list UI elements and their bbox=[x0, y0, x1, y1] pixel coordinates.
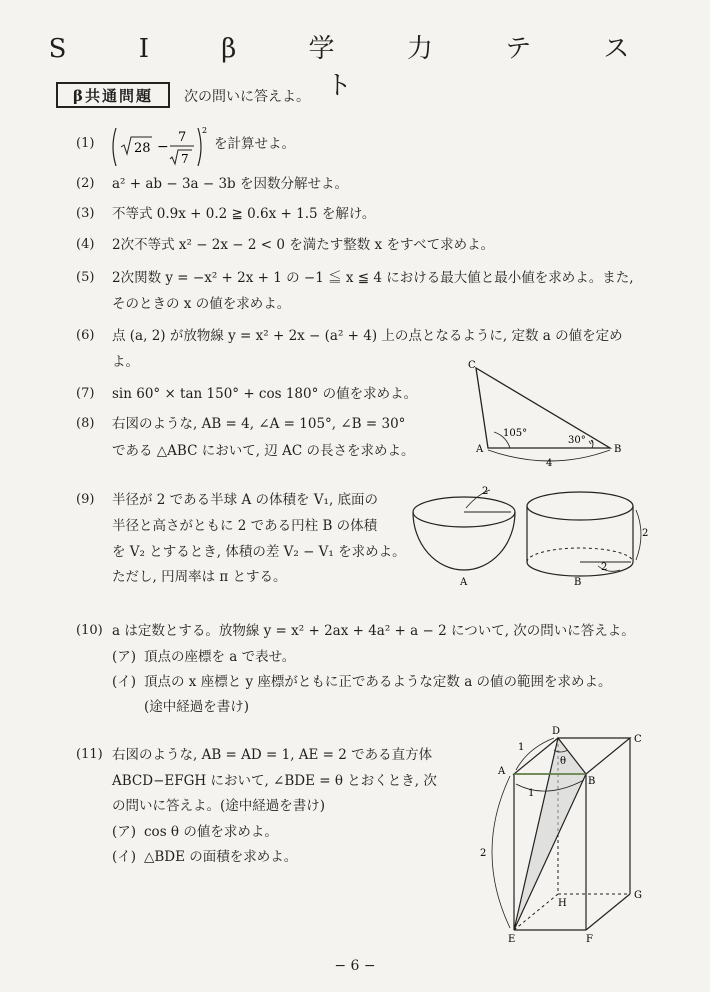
q9-line1: 半径が 2 である半球 A の体積を V₁, 底面の bbox=[112, 492, 379, 508]
q3-text: 不等式 0.9x + 0.2 ≧ 0.6x + 1.5 を解け。 bbox=[112, 206, 376, 222]
side-ab-label: 4 bbox=[546, 458, 553, 469]
q7-text: sin 60° × tan 150° + cos 180° の値を求めよ。 bbox=[112, 386, 418, 402]
triangle-figure bbox=[470, 356, 640, 472]
q1-text: を計算せよ。 bbox=[214, 136, 295, 152]
q11-number: (11) bbox=[76, 747, 103, 762]
page-title: S I β 学 力 テ ス ト bbox=[48, 34, 662, 101]
q6-number: (6) bbox=[76, 328, 95, 343]
hemisphere-radius-label: 2 bbox=[482, 486, 489, 497]
q10-sub-b-note: (途中経過を書け) bbox=[144, 699, 250, 715]
q7-number: (7) bbox=[76, 386, 95, 401]
q10-sub-b-text: 頂点の x 座標と y 座標がともに正であるような定数 a の値の範囲を求めよ。 bbox=[144, 674, 612, 690]
q11-sub-b-text: △BDE の面積を求めよ。 bbox=[144, 849, 298, 865]
page-number: − 6 − bbox=[334, 958, 376, 974]
ae-length-label: 2 bbox=[480, 848, 487, 859]
svg-text:7: 7 bbox=[181, 152, 189, 166]
triangle-label-c: C bbox=[468, 360, 476, 371]
q11-sub-b-number: (イ) bbox=[112, 849, 137, 865]
q5-line1: 2次関数 y = −x² + 2x + 1 の −1 ≦ x ≦ 4 における最大値と最小値を求めよ。また, bbox=[112, 270, 634, 286]
q9-number: (9) bbox=[76, 492, 95, 507]
q11-line2: ABCD−EFGH において, ∠BDE = θ とおくとき, 次 bbox=[112, 773, 437, 789]
q11-line3: の問いに答えよ。(途中経過を書け) bbox=[112, 798, 326, 814]
hemisphere-label: A bbox=[460, 577, 468, 588]
q10-sub-a-number: (ア) bbox=[112, 649, 137, 665]
vertex-c: C bbox=[634, 734, 642, 745]
q9-line4: ただし, 円周率は π とする。 bbox=[112, 569, 287, 585]
angle-a-label: 105° bbox=[503, 428, 528, 439]
cuboid-figure bbox=[474, 724, 660, 946]
svg-text:2: 2 bbox=[202, 126, 208, 135]
q9-line3: を V₂ とするとき, 体積の差 V₂ − V₁ を求めよ。 bbox=[112, 544, 406, 560]
svg-text:28: 28 bbox=[134, 141, 151, 156]
svg-text:−: − bbox=[157, 139, 169, 155]
angle-b-label: 30° bbox=[568, 435, 586, 446]
q8-number: (8) bbox=[76, 416, 95, 431]
cylinder-label: B bbox=[574, 577, 582, 588]
q8-line1: 右図のような, AB = 4, ∠A = 105°, ∠B = 30° bbox=[112, 416, 406, 432]
q1-formula bbox=[108, 124, 208, 170]
q4-number: (4) bbox=[76, 237, 95, 252]
q10-number: (10) bbox=[76, 623, 103, 638]
vertex-d: D bbox=[552, 726, 561, 737]
q8-line2: である △ABC において, 辺 AC の長さを求めよ。 bbox=[112, 443, 415, 459]
cylinder-radius-label: 2 bbox=[601, 562, 608, 573]
ad-length-label: 1 bbox=[518, 742, 525, 753]
q2-number: (2) bbox=[76, 176, 95, 191]
q10-line1: a は定数とする。放物線 y = x² + 2ax + 4a² + a − 2 について, 次の問いに答えよ。 bbox=[112, 623, 635, 639]
q5-number: (5) bbox=[76, 270, 95, 285]
triangle-label-a: A bbox=[476, 444, 484, 455]
q5-line2: そのときの x の値を求めよ。 bbox=[112, 296, 291, 312]
q1-number: (1) bbox=[76, 136, 95, 151]
vertex-e: E bbox=[508, 934, 516, 945]
cylinder-height-label: 2 bbox=[642, 528, 649, 539]
svg-text:7: 7 bbox=[178, 130, 187, 145]
q10-sub-a-text: 頂点の座標を a で表せ。 bbox=[144, 649, 296, 665]
triangle-label-b: B bbox=[614, 444, 622, 455]
solids-figure bbox=[408, 480, 658, 592]
ab-length-label: 1 bbox=[528, 788, 535, 799]
q6-line2: よ。 bbox=[112, 354, 139, 370]
vertex-f: F bbox=[586, 934, 593, 945]
q2-text: a² + ab − 3a − 3b を因数分解せよ。 bbox=[112, 176, 348, 192]
q11-sub-a-text: cos θ の値を求めよ。 bbox=[144, 824, 278, 840]
q9-line2: 半径と高さがともに 2 である円柱 B の体積 bbox=[112, 518, 378, 534]
q4-text: 2次不等式 x² − 2x − 2 < 0 を満たす整数 x をすべて求めよ。 bbox=[112, 237, 495, 253]
q11-line1: 右図のような, AB = AD = 1, AE = 2 である直方体 bbox=[112, 747, 433, 763]
vertex-g: G bbox=[634, 890, 642, 901]
section-label: β共通問題 bbox=[56, 82, 170, 108]
vertex-b: B bbox=[588, 776, 596, 787]
vertex-h: H bbox=[558, 898, 567, 909]
q6-line1: 点 (a, 2) が放物線 y = x² + 2x − (a² + 4) 上の点となるように, 定数 a の値を定め bbox=[112, 328, 623, 344]
q11-sub-a-number: (ア) bbox=[112, 824, 137, 840]
q3-number: (3) bbox=[76, 206, 95, 221]
q10-sub-b-number: (イ) bbox=[112, 674, 137, 690]
vertex-a: A bbox=[498, 766, 506, 777]
section-instruction: 次の問いに答えよ。 bbox=[184, 89, 310, 105]
theta-label: θ bbox=[560, 756, 567, 767]
